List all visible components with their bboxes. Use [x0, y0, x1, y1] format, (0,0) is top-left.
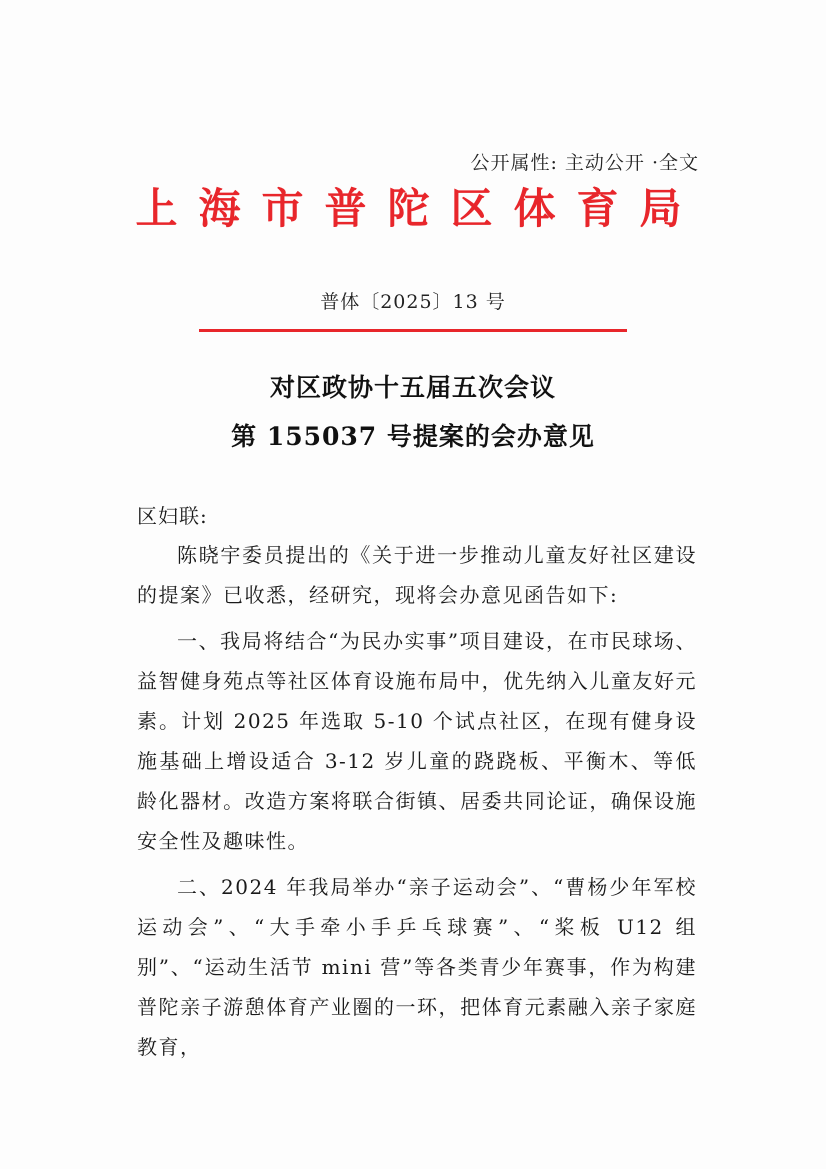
- document-title-line-2: 第 155037 号提案的会办意见: [231, 422, 595, 451]
- paragraph-intro: 陈晓宇委员提出的《关于进一步推动儿童友好社区建设的提案》已收悉，经研究，现将会办意见函告如下:: [137, 543, 697, 607]
- paragraph-one: 一、我局将结合“为民办实事”项目建设，在市民球场、益智健身苑点等社区体育设施布局中，优先纳入儿童友好元素。计划 2025 年选取 5-10 个试点社区，在现有健身设施基础上增设适合 3-12 岁儿童的跷跷板、平衡木、等低龄化器材。改造方案将联合街镇、居委共同论证，确保设施安全性及趣味性。: [137, 629, 697, 853]
- document-title-line-1: 对区政协十五届五次会议: [269, 373, 556, 402]
- paragraph-two: 二、2024 年我局举办“亲子运动会”、“曹杨少年军校运动会”、“大手牵小手乒乓球赛”、“桨板 U12 组别”、“运动生活节 mini 营”等各类青少年赛事，作为构建普陀亲子游憩体育产业圈的一环，把体育元素融入亲子家庭教育，: [137, 875, 697, 1059]
- salutation: 区妇联:: [137, 504, 208, 528]
- agency-letterhead: 上海市普陀区体育局: [135, 184, 703, 233]
- document-body: [137, 535, 697, 1073]
- red-divider-line: [199, 329, 627, 332]
- disclosure-attribute: 公开属性: 主动公开 ·全文: [470, 152, 699, 174]
- document-number: 普体〔2025〕13 号: [320, 291, 506, 313]
